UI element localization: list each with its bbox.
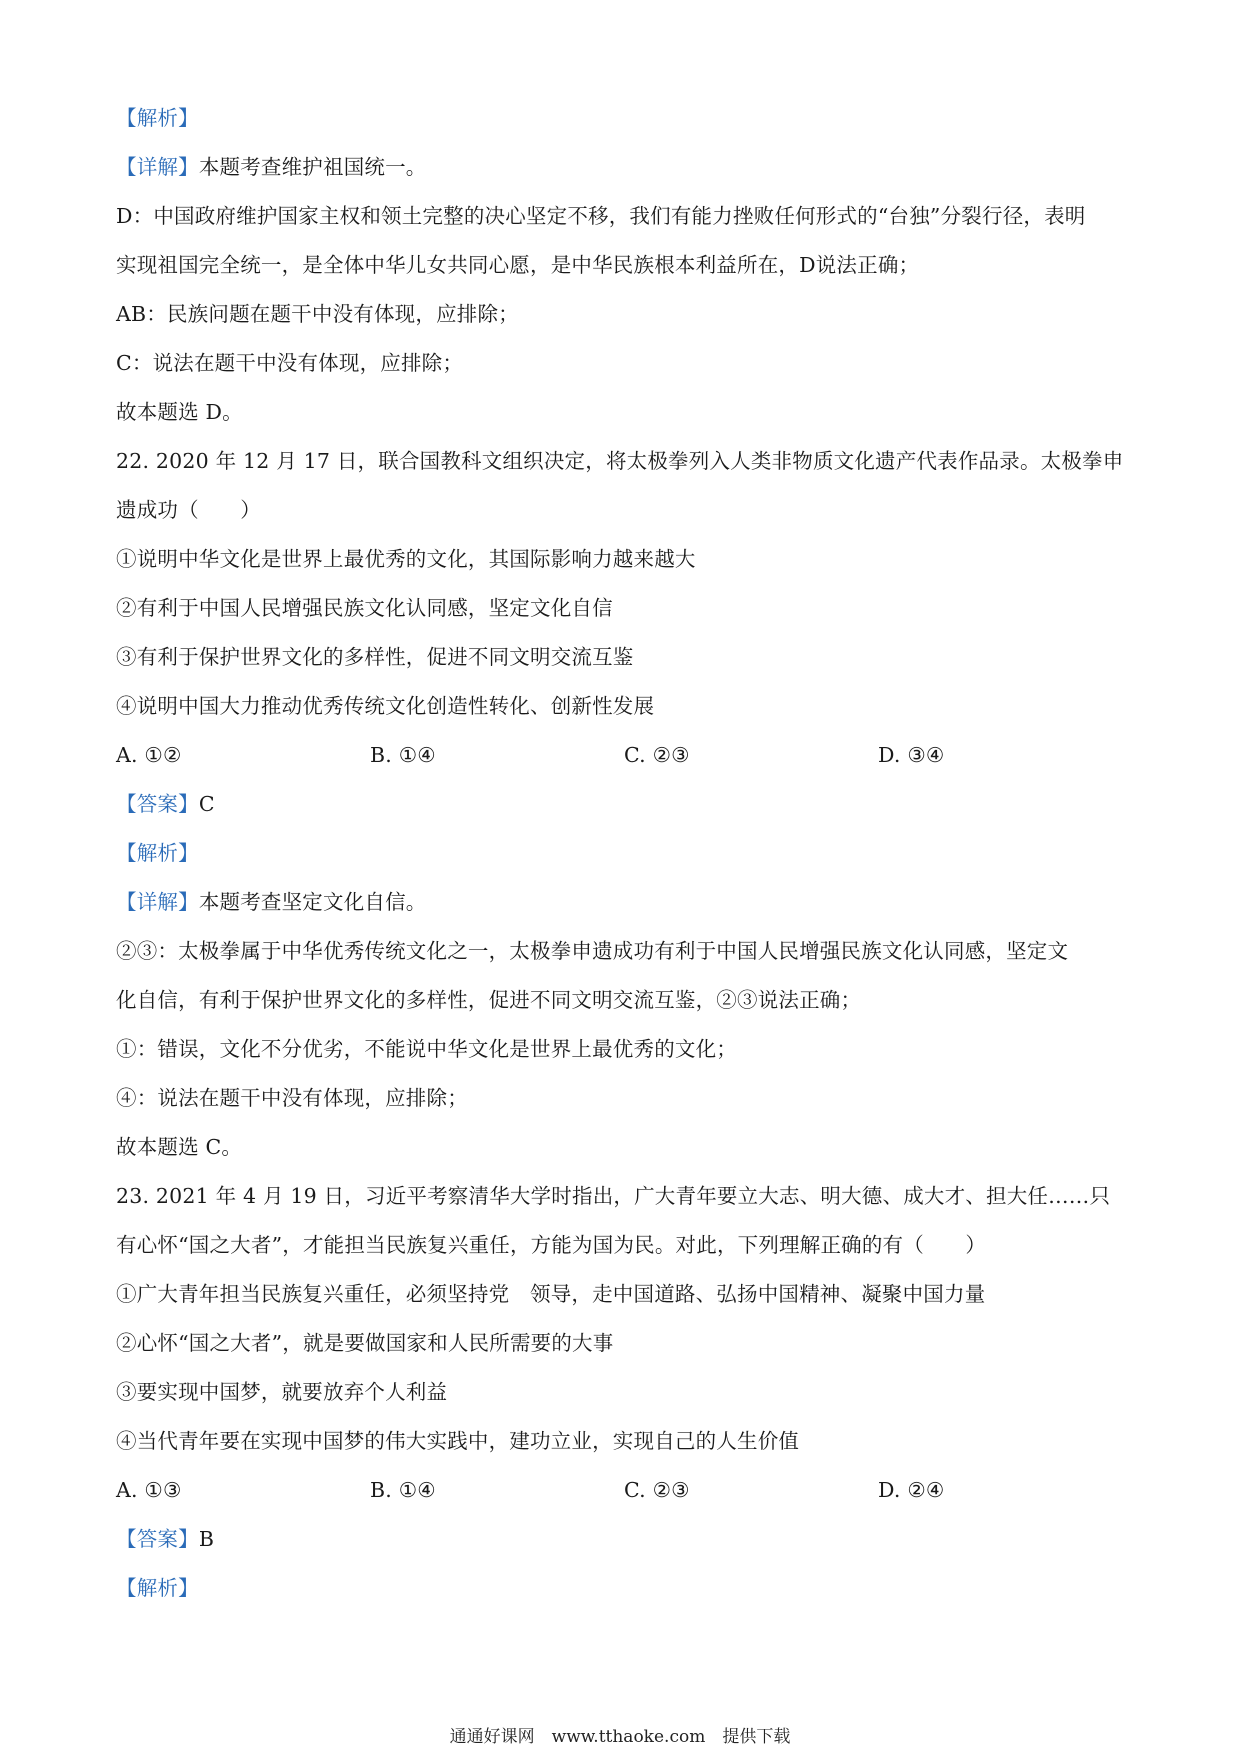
question-23-item: ②心怀“国之大者”，就是要做国家和人民所需要的大事 — [116, 1331, 614, 1355]
question-23-stem-cont: 有心怀“国之大者”，才能担当民族复兴重任，方能为国为民。对此，下列理解正确的有（ ） — [116, 1233, 987, 1257]
question-22-item: ①说明中华文化是世界上最优秀的文化，其国际影响力越来越大 — [116, 547, 696, 571]
option-c: C. ②③ — [624, 743, 690, 767]
answer-tag: 【答案】 — [116, 1527, 199, 1551]
question-23-item: ④当代青年要在实现中国梦的伟大实践中，建功立业，实现自己的人生价值 — [116, 1429, 800, 1453]
question-22-stem-cont: 遗成功（ ） — [116, 498, 261, 522]
explanation-line: 化自信，有利于保护世界文化的多样性，促进不同文明交流互鉴，②③说法正确； — [116, 988, 862, 1012]
question-22-item: ②有利于中国人民增强民族文化认同感，坚定文化自信 — [116, 596, 613, 620]
detail-line — [116, 878, 1140, 927]
detail-text: 本题考查维护祖国统一。 — [198, 155, 427, 179]
option-a: A. ①② — [116, 743, 182, 767]
answer-value: B — [198, 1527, 215, 1551]
question-23-item: ③要实现中国梦，就要放弃个人利益 — [116, 1380, 448, 1404]
analysis-tag: 【解析】 — [116, 1576, 199, 1600]
question-22-stem: 22. 2020 年 12 月 17 日，联合国教科文组织决定，将太极拳列入人类非物质文化遗产代表作品录。太极拳申 — [116, 449, 1124, 473]
analysis-tag: 【解析】 — [116, 106, 199, 130]
answer-line — [116, 1515, 1140, 1564]
explanation-line: C：说法在题干中没有体现，应排除； — [116, 351, 464, 375]
option-c: C. ②③ — [624, 1478, 690, 1502]
detail-tag: 【详解】 — [116, 155, 199, 179]
detail-line — [116, 143, 1140, 192]
document-page — [116, 94, 1140, 1613]
option-b: B. ①④ — [370, 743, 436, 767]
answer-tag: 【答案】 — [116, 792, 199, 816]
question-23-stem: 23. 2021 年 4 月 19 日，习近平考察清华大学时指出，广大青年要立大志、明大德、成大才、担大任……只 — [116, 1184, 1111, 1208]
explanation-line: ④：说法在题干中没有体现，应排除； — [116, 1086, 468, 1110]
question-22-options — [116, 731, 1140, 780]
option-d: D. ②④ — [878, 1478, 945, 1502]
detail-text: 本题考查坚定文化自信。 — [198, 890, 427, 914]
analysis-tag: 【解析】 — [116, 841, 199, 865]
question-22-item: ③有利于保护世界文化的多样性，促进不同文明交流互鉴 — [116, 645, 634, 669]
explanation-line: D：中国政府维护国家主权和领土完整的决心坚定不移，我们有能力挫败任何形式的“台独”分裂行径，表明 — [116, 204, 1086, 228]
explanation-line: 故本题选 D。 — [116, 400, 243, 424]
answer-value: C — [198, 792, 215, 816]
explanation-line: ②③：太极拳属于中华优秀传统文化之一，太极拳申遗成功有利于中国人民增强民族文化认同感，坚定文 — [116, 939, 1069, 963]
question-23-item: ①广大青年担当民族复兴重任，必须坚持党 领导，走中国道路、弘扬中国精神、凝聚中国力量 — [116, 1282, 986, 1306]
explanation-line: 实现祖国完全统一，是全体中华儿女共同心愿，是中华民族根本利益所在，D说法正确； — [116, 253, 920, 277]
detail-tag: 【详解】 — [116, 890, 199, 914]
option-d: D. ③④ — [878, 743, 945, 767]
question-23-options — [116, 1466, 1140, 1515]
question-22-item: ④说明中国大力推动优秀传统文化创造性转化、创新性发展 — [116, 694, 655, 718]
explanation-line: 故本题选 C。 — [116, 1135, 243, 1159]
page-footer: 通通好课网 www.tthaoke.com 提供下载 — [449, 1727, 791, 1747]
answer-line — [116, 780, 1140, 829]
explanation-line: ①：错误，文化不分优劣，不能说中华文化是世界上最优秀的文化； — [116, 1037, 737, 1061]
option-b: B. ①④ — [370, 1478, 436, 1502]
explanation-line: AB：民族问题在题干中没有体现，应排除； — [116, 302, 519, 326]
option-a: A. ①③ — [116, 1478, 182, 1502]
